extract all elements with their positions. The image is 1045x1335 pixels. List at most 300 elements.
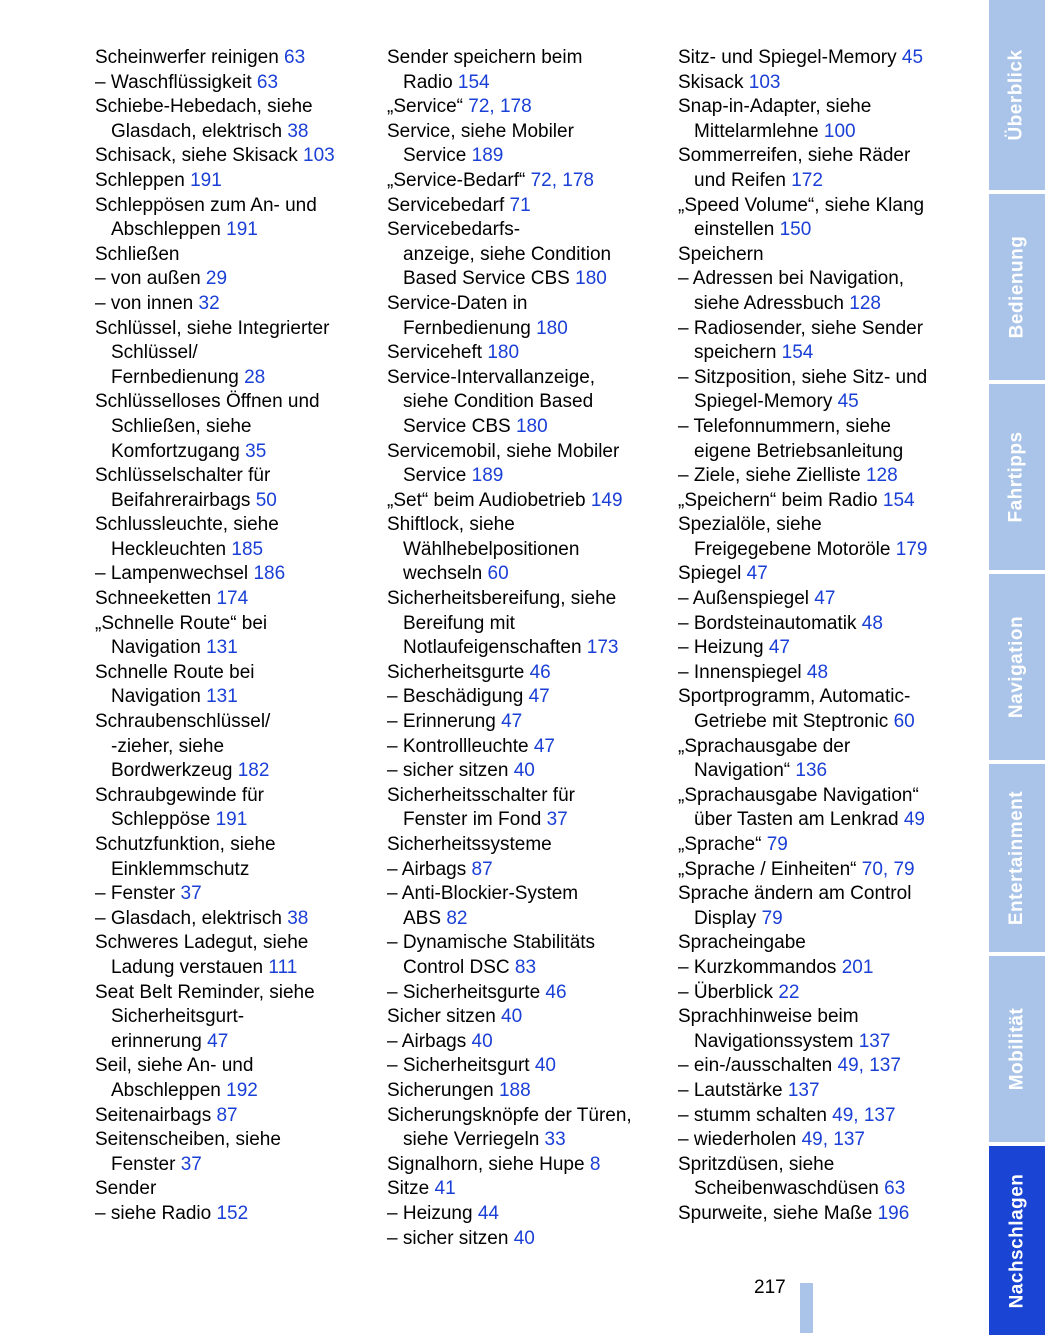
entry-text: – Lautstärke <box>678 1079 788 1101</box>
entry-text: „Sprache / Einheiten“ <box>678 858 862 880</box>
entry-text: – siehe Radio <box>95 1202 217 1224</box>
entry-text: Sprachhinweise beim <box>678 1006 859 1028</box>
page-reference-link[interactable]: 154 <box>882 489 915 511</box>
tab-label: Nachschlagen <box>1006 1173 1028 1308</box>
index-entry <box>387 882 662 907</box>
page-reference-link[interactable]: 196 <box>877 1202 910 1224</box>
entry-text: Sportprogramm, Automatic- <box>678 686 911 708</box>
page-reference-link[interactable]: 174 <box>216 588 249 610</box>
index-entry <box>387 489 662 514</box>
page-reference-link[interactable]: 154 <box>457 71 490 93</box>
entry-text: Schweres Ladegut, siehe <box>95 932 309 954</box>
page-reference-link[interactable]: 49, 137 <box>832 1104 896 1126</box>
page-reference-link[interactable]: 44 <box>477 1202 499 1224</box>
page-reference-link[interactable]: 154 <box>781 342 814 364</box>
page-reference-link[interactable]: 185 <box>231 538 264 560</box>
index-entry <box>678 784 963 809</box>
entry-text: Sicher sitzen <box>387 1006 502 1028</box>
entry-text: – Waschflüssigkeit <box>95 71 257 93</box>
page-reference-link[interactable]: 8 <box>589 1153 601 1175</box>
page-reference-link[interactable]: 47 <box>207 1030 229 1052</box>
page-reference-link[interactable]: 63 <box>884 1178 906 1200</box>
entry-text: – Heizung <box>678 637 769 659</box>
entry-text: Schisack, siehe Skisack <box>95 145 304 167</box>
index-entry-continuation <box>678 292 963 317</box>
index-entry <box>678 1153 963 1178</box>
page-reference-link[interactable]: 172 <box>791 169 823 191</box>
entry-text: Spurweite, siehe Maße <box>678 1202 878 1224</box>
index-entry <box>387 1153 662 1178</box>
entry-text: Schleppen <box>95 169 191 191</box>
section-tabs <box>989 0 1045 1335</box>
index-entry <box>95 882 365 907</box>
page-reference-link[interactable]: 37 <box>546 809 568 831</box>
tab-4[interactable] <box>989 764 1045 952</box>
page-reference-link[interactable]: 182 <box>237 760 270 782</box>
page-reference-link[interactable]: 137 <box>787 1079 820 1101</box>
page-reference-link[interactable]: 47 <box>814 588 836 610</box>
page-reference-link[interactable]: 28 <box>244 366 266 388</box>
entry-text: Sitz- und Spiegel-Memory <box>678 47 902 68</box>
page-reference-link[interactable]: 70, 79 <box>861 858 915 880</box>
page-reference-link[interactable]: 131 <box>206 637 238 659</box>
page-reference-link[interactable]: 38 <box>287 907 309 929</box>
page-reference-link[interactable]: 103 <box>303 145 335 167</box>
entry-text: – sicher sitzen <box>387 760 514 782</box>
index-entry <box>678 587 963 612</box>
tab-5[interactable] <box>989 956 1045 1142</box>
page-reference-link[interactable]: 87 <box>216 1104 238 1126</box>
page-reference-link[interactable]: 111 <box>268 956 298 978</box>
index-entry-continuation <box>95 1030 365 1055</box>
index-entry <box>678 612 963 637</box>
index-entry <box>387 858 662 883</box>
page-reference-link[interactable]: 49, 137 <box>801 1129 865 1151</box>
index-entry <box>95 513 365 538</box>
index-entry <box>387 833 662 858</box>
page-reference-link[interactable]: 33 <box>544 1129 566 1151</box>
page-reference-link[interactable]: 189 <box>471 465 504 487</box>
index-entry <box>387 440 662 465</box>
index-entry <box>678 1104 963 1129</box>
entry-text: Service <box>403 145 472 167</box>
index-entry-continuation <box>387 956 662 981</box>
index-entry <box>678 661 963 686</box>
page-reference-link[interactable]: 79 <box>766 834 788 855</box>
entry-text: – von innen <box>95 292 199 314</box>
page-reference-link[interactable]: 72, 178 <box>468 96 532 118</box>
entry-text: „Sprachausgabe Navigation“ <box>678 784 919 806</box>
entry-text: „Service-Bedarf“ <box>387 169 531 191</box>
index-entry-continuation <box>387 464 662 489</box>
entry-text: Service CBS <box>403 415 516 437</box>
page-reference-link[interactable]: 60 <box>893 711 915 733</box>
entry-text: – Airbags <box>387 1030 472 1052</box>
tab-2[interactable] <box>989 384 1045 570</box>
page-reference-link[interactable]: 40 <box>513 1227 535 1249</box>
index-entry-continuation <box>678 218 963 243</box>
page-reference-link[interactable]: 192 <box>226 1079 258 1101</box>
entry-text: Sicherungsknöpfe der Türen, <box>387 1104 632 1126</box>
index-entry <box>387 341 662 366</box>
page-reference-link[interactable]: 32 <box>198 292 220 314</box>
page-reference-link[interactable]: 41 <box>434 1178 456 1200</box>
entry-text: – Adressen bei Navigation, <box>678 268 905 290</box>
page-reference-link[interactable]: 49, 137 <box>837 1055 901 1077</box>
page-reference-link[interactable]: 150 <box>779 219 812 241</box>
index-entry <box>387 95 662 120</box>
entry-text: Sitze <box>387 1178 435 1200</box>
index-entry <box>387 981 662 1006</box>
tab-label: Mobilität <box>1006 1007 1028 1091</box>
page-reference-link[interactable]: 137 <box>858 1030 891 1052</box>
index-entry <box>387 710 662 735</box>
index-entry <box>95 46 365 71</box>
index-entry <box>95 1054 365 1079</box>
index-entry <box>95 292 365 317</box>
page-reference-link[interactable]: 180 <box>515 415 548 437</box>
index-entry-continuation <box>95 1153 365 1178</box>
index-entry-continuation <box>95 341 365 366</box>
entry-text: Beifahrerairbags <box>111 489 256 511</box>
page-reference-link[interactable]: 40 <box>471 1030 493 1052</box>
page-reference-link[interactable]: 60 <box>487 563 509 585</box>
page-reference-link[interactable]: 128 <box>849 292 881 314</box>
index-entry-continuation <box>95 808 365 833</box>
entry-text: siehe Adressbuch <box>694 292 850 314</box>
index-entry <box>678 1005 963 1030</box>
index-entry <box>95 833 365 858</box>
index-entry <box>678 194 963 219</box>
index-entry <box>678 366 963 391</box>
index-entry-continuation <box>387 317 662 342</box>
page-reference-link[interactable]: 63 <box>284 47 306 68</box>
page-reference-link[interactable]: 191 <box>190 169 222 191</box>
index-entry-continuation <box>95 685 365 710</box>
index-entry-continuation <box>387 538 662 563</box>
index-entry <box>95 317 365 342</box>
page-reference-link[interactable]: 40 <box>501 1006 523 1028</box>
page-reference-link[interactable]: 100 <box>823 120 856 142</box>
index-entry-continuation <box>95 538 365 563</box>
index-entry <box>387 169 662 194</box>
index-entry <box>387 759 662 784</box>
index-entry <box>95 95 365 120</box>
index-entry <box>387 46 662 71</box>
index-entry <box>95 71 365 96</box>
index-entry <box>678 931 963 956</box>
page-reference-link[interactable]: 180 <box>575 268 607 290</box>
entry-text: Navigation <box>111 686 207 708</box>
tab-label: Fahrtipps <box>1006 431 1027 523</box>
index-entry <box>95 1128 365 1153</box>
index-entry-continuation <box>387 907 662 932</box>
entry-text: Service <box>403 465 472 487</box>
page-reference-link[interactable]: 46 <box>529 661 551 683</box>
entry-text: Notlaufeigenschaften <box>403 637 587 659</box>
page-reference-link[interactable]: 46 <box>545 981 567 1003</box>
page-reference-link[interactable]: 72, 178 <box>530 169 595 191</box>
entry-text: Speichern <box>678 243 764 265</box>
page-reference-link[interactable]: 40 <box>513 760 535 782</box>
index-entry-continuation <box>387 1128 662 1153</box>
entry-text: Seil, siehe An- und <box>95 1055 254 1077</box>
index-entry <box>95 1177 365 1202</box>
entry-text: Schneeketten <box>95 588 217 610</box>
page-reference-link[interactable]: 188 <box>498 1079 531 1101</box>
entry-text: Sicherheitsgurt- <box>111 1006 245 1028</box>
page-reference-link[interactable]: 37 <box>180 883 202 905</box>
index-entry <box>387 1054 662 1079</box>
page-reference-link[interactable]: 136 <box>795 760 828 782</box>
index-column-1 <box>95 46 365 1227</box>
page-number: 217 <box>754 1277 786 1298</box>
index-entry-continuation <box>95 1079 365 1104</box>
page-reference-link[interactable]: 180 <box>536 317 568 339</box>
page-reference-link[interactable]: 45 <box>901 47 924 68</box>
entry-text: Seitenairbags <box>95 1104 217 1126</box>
entry-text: – Airbags <box>387 858 472 880</box>
index-entry-continuation <box>387 562 662 587</box>
index-entry <box>387 292 662 317</box>
index-entry-continuation <box>678 1177 963 1202</box>
entry-text: und Reifen <box>694 169 792 191</box>
tab-label: Überblick <box>1006 49 1027 141</box>
index-entry-continuation <box>678 390 963 415</box>
entry-text: – Überblick <box>678 981 779 1003</box>
index-entry-continuation <box>95 415 365 440</box>
index-entry <box>95 710 365 735</box>
entry-text: Komfortzugang <box>111 440 246 462</box>
entry-text: – ein-/ausschalten <box>678 1055 838 1077</box>
index-entry-continuation <box>95 735 365 760</box>
index-entry <box>95 1104 365 1129</box>
entry-text: Einklemmschutz <box>111 858 250 880</box>
entry-text: Schlüssel/ <box>111 342 198 364</box>
index-entry-continuation <box>95 759 365 784</box>
page-reference-link[interactable]: 37 <box>180 1153 202 1175</box>
page-reference-link[interactable]: 38 <box>287 120 309 142</box>
tab-0[interactable] <box>989 0 1045 190</box>
page-reference-link[interactable]: 131 <box>206 686 238 708</box>
page-reference-link[interactable]: 179 <box>895 538 928 560</box>
index-entry <box>387 513 662 538</box>
index-entry <box>678 95 963 120</box>
page-reference-link[interactable]: 47 <box>533 735 555 757</box>
entry-text: Sender <box>95 1178 157 1200</box>
entry-text: Schutzfunktion, siehe <box>95 834 276 855</box>
entry-text: – Telefonnummern, siehe <box>678 415 891 437</box>
tab-3[interactable] <box>989 574 1045 760</box>
page-reference-link[interactable]: 189 <box>471 145 504 167</box>
entry-text: – sicher sitzen <box>387 1227 514 1249</box>
entry-text: – Sitzposition, siehe Sitz- und <box>678 366 928 388</box>
entry-text: Wählhebelpositionen <box>403 538 580 560</box>
entry-text: Bordwerkzeug <box>111 760 238 782</box>
entry-text: Serviceheft <box>387 342 488 364</box>
entry-text: Spiegel-Memory <box>694 391 838 413</box>
page-reference-link[interactable]: 35 <box>245 440 267 462</box>
index-entry <box>387 1079 662 1104</box>
entry-text: Service-Intervallanzeige, <box>387 366 596 388</box>
page-reference-link[interactable]: 79 <box>761 907 783 929</box>
index-entry <box>387 1104 662 1129</box>
entry-text: Getriebe mit Steptronic <box>694 711 894 733</box>
entry-text: – Erinnerung <box>387 711 502 733</box>
entry-text: Schraubgewinde für <box>95 784 264 806</box>
page-reference-link[interactable]: 48 <box>806 661 829 683</box>
entry-text: Service, siehe Mobiler <box>387 120 574 142</box>
page-reference-link[interactable]: 180 <box>487 342 520 364</box>
entry-text: – Kontrollleuchte <box>387 735 534 757</box>
entry-text: – Ziele, siehe Zielliste <box>678 465 866 487</box>
page-reference-link[interactable]: 47 <box>768 637 790 659</box>
index-entry <box>678 858 963 883</box>
entry-text: Schleppöse <box>111 809 216 831</box>
index-entry-continuation <box>95 489 365 514</box>
page-reference-link[interactable]: 47 <box>501 711 523 733</box>
entry-text: Navigation“ <box>694 760 796 782</box>
entry-text: Ladung verstauen <box>111 956 269 978</box>
index-entry <box>95 907 365 932</box>
page-reference-link[interactable]: 50 <box>255 489 277 511</box>
entry-text: Servicebedarf <box>387 194 510 216</box>
entry-text: siehe Condition Based <box>403 391 594 413</box>
entry-text: siehe Verriegeln <box>403 1129 545 1151</box>
index-entry-continuation <box>387 636 662 661</box>
page-reference-link[interactable]: 128 <box>865 465 898 487</box>
entry-text: – Innenspiegel <box>678 661 807 683</box>
index-entry <box>678 267 963 292</box>
entry-text: speichern <box>694 342 782 364</box>
page-reference-link[interactable]: 152 <box>216 1202 249 1224</box>
entry-text: Glasdach, elektrisch <box>111 120 288 142</box>
entry-text: Spezialöle, siehe <box>678 514 822 536</box>
index-entry-continuation <box>678 440 963 465</box>
page-reference-link[interactable]: 82 <box>446 907 468 929</box>
index-entry-continuation <box>95 956 365 981</box>
entry-text: – stumm schalten <box>678 1104 833 1126</box>
page-reference-link[interactable]: 49 <box>903 809 925 831</box>
index-entry <box>95 464 365 489</box>
index-entry-continuation <box>95 366 365 391</box>
entry-text: Sender speichern beim <box>387 47 583 68</box>
index-entry <box>678 636 963 661</box>
entry-text: Spracheingabe <box>678 932 806 954</box>
index-entry <box>387 1202 662 1227</box>
entry-text: – Lampenwechsel <box>95 563 254 585</box>
entry-text: Fernbedienung <box>403 317 537 339</box>
entry-text: „Set“ beim Audiobetrieb <box>387 489 591 511</box>
index-entry-continuation <box>387 390 662 415</box>
page-reference-link[interactable]: 191 <box>215 809 248 831</box>
entry-text: Schlussleuchte, siehe <box>95 514 279 536</box>
index-entry-continuation <box>95 218 365 243</box>
index-entry <box>387 1030 662 1055</box>
index-entry-continuation <box>387 144 662 169</box>
entry-text: Mittelarmlehne <box>694 120 824 142</box>
index-entry-continuation <box>678 808 963 833</box>
index-entry <box>387 661 662 686</box>
entry-text: erinnerung <box>111 1030 208 1052</box>
entry-text: Fernbedienung <box>111 366 245 388</box>
page-reference-link[interactable]: 186 <box>253 563 286 585</box>
entry-text: – Heizung <box>387 1202 478 1224</box>
index-entry <box>387 120 662 145</box>
page-reference-link[interactable]: 47 <box>528 686 550 708</box>
page-reference-link[interactable]: 149 <box>590 489 623 511</box>
page-reference-link[interactable]: 47 <box>746 563 768 585</box>
page-reference-link[interactable]: 40 <box>534 1055 556 1077</box>
entry-text: Service-Daten in <box>387 292 528 314</box>
entry-text: – Sicherheitsgurt <box>387 1055 535 1077</box>
index-entry <box>678 513 963 538</box>
page-reference-link[interactable]: 87 <box>471 858 493 880</box>
index-entry-continuation <box>387 267 662 292</box>
tab-label: Entertainment <box>1006 790 1027 926</box>
page-reference-link[interactable]: 103 <box>748 71 781 93</box>
page-reference-link[interactable]: 201 <box>841 956 874 978</box>
entry-text: Seat Belt Reminder, siehe <box>95 981 315 1003</box>
index-entry <box>678 317 963 342</box>
entry-text: – Außenspiegel <box>678 588 815 610</box>
page-reference-link[interactable]: 83 <box>514 956 537 978</box>
entry-text: Abschleppen <box>111 219 227 241</box>
index-entry <box>678 1202 963 1227</box>
entry-text: – Fenster <box>95 883 181 905</box>
entry-text: „Sprache“ <box>678 834 767 855</box>
index-entry <box>95 267 365 292</box>
index-entry <box>678 685 963 710</box>
index-entry <box>678 981 963 1006</box>
page-reference-link[interactable]: 48 <box>861 612 883 634</box>
page-reference-link[interactable]: 22 <box>778 981 800 1003</box>
tab-label: Bedienung <box>1006 235 1028 339</box>
page-reference-link[interactable]: 71 <box>509 194 531 216</box>
entry-text: Sprache ändern am Control <box>678 883 912 905</box>
index-entry <box>387 218 662 243</box>
entry-text: Sommerreifen, siehe Räder <box>678 145 911 167</box>
index-entry <box>387 735 662 760</box>
tab-6[interactable] <box>989 1146 1045 1335</box>
index-entry <box>95 390 365 415</box>
entry-text: Freigegebene Motoröle <box>694 538 896 560</box>
index-entry <box>678 243 963 268</box>
page-reference-link[interactable]: 63 <box>256 71 279 93</box>
index-entry-continuation <box>387 243 662 268</box>
index-entry <box>678 833 963 858</box>
tab-label: Navigation <box>1006 615 1027 719</box>
page-reference-link[interactable]: 173 <box>586 637 619 659</box>
page-reference-link[interactable]: 45 <box>837 391 859 413</box>
entry-text: Schlüsselloses Öffnen und <box>95 391 320 413</box>
page-reference-link[interactable]: 191 <box>226 219 258 241</box>
tab-1[interactable] <box>989 194 1045 380</box>
index-entry-continuation <box>678 759 963 784</box>
index-entry <box>95 612 365 637</box>
page-reference-link[interactable]: 29 <box>205 268 228 290</box>
entry-text: Sicherheitsgurte <box>387 661 530 683</box>
index-entry <box>95 1202 365 1227</box>
entry-text: Navigationssystem <box>694 1030 859 1052</box>
index-entry <box>95 144 365 169</box>
entry-text: Spritzdüsen, siehe <box>678 1153 835 1175</box>
index-entry <box>678 1128 963 1153</box>
index-entry <box>387 685 662 710</box>
index-entry <box>95 981 365 1006</box>
entry-text: Sicherheitssysteme <box>387 834 552 855</box>
index-entry <box>678 1079 963 1104</box>
